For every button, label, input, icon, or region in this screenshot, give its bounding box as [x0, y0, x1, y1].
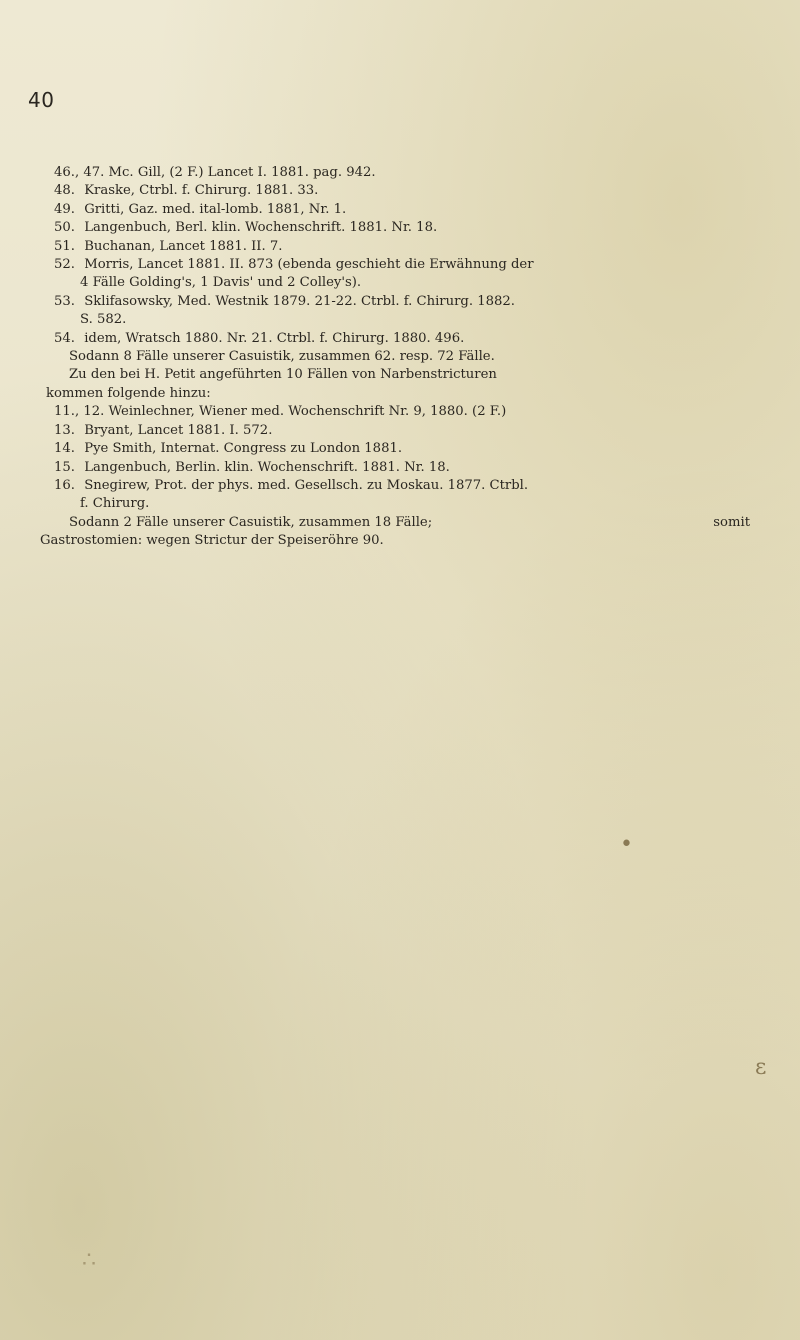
reference-entry — [54, 403, 754, 421]
paragraph-line: kommen folgende hinzu: — [46, 385, 211, 401]
reference-text: Weinlechner, Wiener med. Wochenschrift Nr. 9, 1880. (2 F.) — [108, 404, 507, 420]
document-body — [40, 164, 754, 551]
reference-number: 46., 47. — [54, 165, 105, 180]
stray-mark: ɛ — [755, 1055, 767, 1080]
reference-text: Pye Smith, Internat. Congress zu London 1881. — [84, 441, 403, 457]
reference-text: Sklifasowsky, Med. Westnik 1879. 21-22. Ctrbl. f. Chirurg. 1882. — [84, 293, 515, 309]
page-number: 40 — [28, 88, 55, 112]
reference-number: 53. — [54, 293, 75, 309]
reference-number: 48. — [54, 183, 75, 199]
reference-number: 11., 12. — [54, 404, 105, 420]
reference-entry — [54, 219, 754, 237]
reference-entry — [54, 422, 754, 440]
reference-text: Buchanan, Lancet 1881. II. 7. — [84, 238, 283, 254]
reference-entry — [54, 164, 754, 182]
paragraph-line: Zu den bei H. Petit angeführten 10 Fällen von Narbenstricturen — [69, 367, 497, 383]
reference-number: 51. — [54, 238, 75, 254]
paragraph-text: somit — [713, 514, 750, 530]
reference-number: 16. — [54, 477, 75, 493]
reference-text: Langenbuch, Berl. klin. Wochenschrift. 1881. Nr. 18. — [84, 220, 438, 236]
paragraph-line — [54, 514, 754, 532]
reference-text: Langenbuch, Berlin. klin. Wochenschrift. 1881. Nr. 18. — [84, 459, 450, 475]
reference-entry — [54, 440, 754, 458]
reference-continuation: S. 582. — [80, 312, 127, 328]
reference-number: 52. — [54, 257, 75, 273]
reference-number: 15. — [54, 459, 75, 475]
reference-number: 50. — [54, 220, 75, 236]
stray-mark: • — [620, 832, 633, 857]
reference-entry — [54, 459, 754, 477]
paragraph-text: Sodann 2 Fälle unserer Casuistik, zusammen 18 Fälle; — [69, 514, 433, 530]
reference-entry — [54, 256, 754, 274]
reference-number: 13. — [54, 422, 75, 438]
reference-text: Gritti, Gaz. med. ital-lomb. 1881, Nr. 1. — [84, 201, 347, 217]
reference-text: idem, Wratsch 1880. Nr. 21. Ctrbl. f. Chirurg. 1880. 496. — [84, 330, 465, 346]
reference-text: Kraske, Ctrbl. f. Chirurg. 1881. 33. — [84, 183, 319, 199]
reference-text: Bryant, Lancet 1881. I. 572. — [84, 422, 273, 438]
reference-number: 54. — [54, 330, 75, 346]
reference-number: 49. — [54, 201, 75, 217]
reference-number: 14. — [54, 441, 75, 457]
reference-entry — [54, 238, 754, 256]
stray-mark: ∴ — [82, 1248, 96, 1273]
paragraph-line: Gastrostomien: wegen Strictur der Speiseröhre 90. — [40, 533, 384, 549]
reference-continuation: f. Chirurg. — [80, 496, 150, 512]
reference-entry — [54, 330, 754, 348]
reference-entry — [54, 293, 754, 311]
reference-text: Morris, Lancet 1881. II. 873 (ebenda geschieht die Erwähnung der — [84, 257, 534, 273]
reference-text: Mc. Gill, (2 F.) Lancet I. 1881. pag. 942. — [108, 165, 376, 180]
reference-entry — [54, 182, 754, 200]
reference-entry — [54, 201, 754, 219]
reference-entry — [54, 477, 754, 495]
paragraph-line: Sodann 8 Fälle unserer Casuistik, zusammen 62. resp. 72 Fälle. — [69, 349, 495, 365]
reference-continuation: 4 Fälle Golding's, 1 Davis' und 2 Colley's). — [80, 275, 362, 291]
reference-text: Snegirew, Prot. der phys. med. Gesellsch. zu Moskau. 1877. Ctrbl. — [84, 477, 529, 493]
